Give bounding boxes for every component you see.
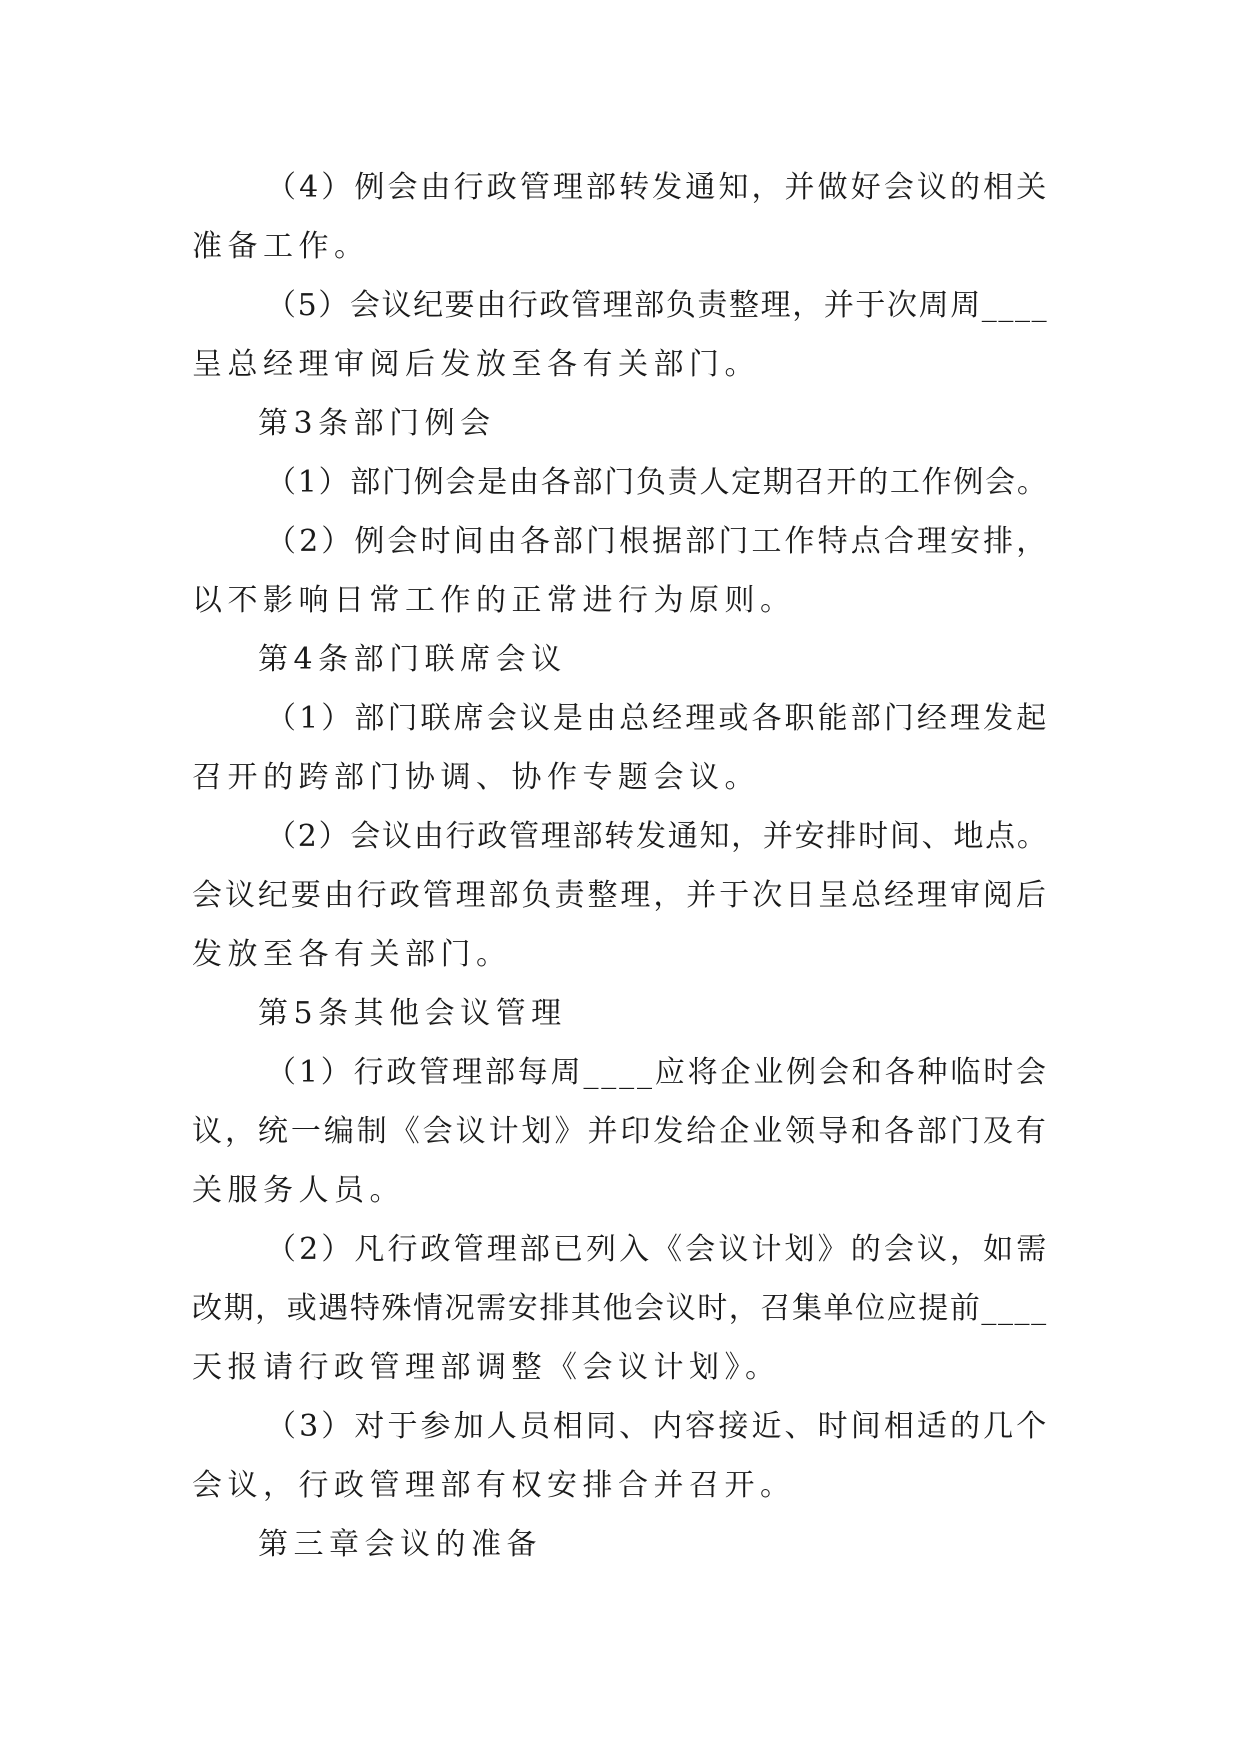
paragraph-line: （1）行政管理部每周____应将企业例会和各种临时会 [266, 1055, 1049, 1090]
chapter-heading: 第三章会议的准备 [258, 1527, 542, 1562]
paragraph-line: 会议纪要由行政管理部负责整理，并于次日呈总经理审阅后 [192, 878, 1049, 913]
paragraph-line: 召开的跨部门协调、协作专题会议。 [192, 760, 760, 795]
paragraph-line: 准备工作。 [192, 229, 370, 264]
paragraph-line: 呈总经理审阅后发放至各有关部门。 [192, 347, 760, 382]
article-heading: 第3条部门例会 [258, 406, 496, 441]
paragraph-line: 议，统一编制《会议计划》并印发给企业领导和各部门及有 [192, 1114, 1049, 1149]
paragraph-line: （3）对于参加人员相同、内容接近、时间相适的几个 [266, 1409, 1050, 1444]
paragraph-line: （2）例会时间由各部门根据部门工作特点合理安排， [266, 524, 1050, 559]
paragraph-line: 关服务人员。 [192, 1173, 405, 1208]
paragraph-line: 天报请行政管理部调整《会议计划》。 [192, 1350, 781, 1385]
paragraph-line: （1）部门联席会议是由总经理或各职能部门经理发起 [266, 701, 1050, 736]
paragraph-line: 改期，或遇特殊情况需安排其他会议时，召集单位应提前____ [192, 1291, 1048, 1326]
document-body [192, 158, 1054, 1574]
paragraph-line: （2）会议由行政管理部转发通知，并安排时间、地点。 [266, 819, 1049, 854]
paragraph-line: （2）凡行政管理部已列入《会议计划》的会议，如需 [266, 1232, 1050, 1267]
paragraph-line: （4）例会由行政管理部转发通知，并做好会议的相关 [266, 170, 1050, 205]
paragraph-line: 会议，行政管理部有权安排合并召开。 [192, 1468, 796, 1503]
paragraph-line: 发放至各有关部门。 [192, 937, 512, 972]
paragraph-line: 以不影响日常工作的正常进行为原则。 [192, 583, 796, 618]
paragraph-line: （1）部门例会是由各部门负责人定期召开的工作例会。 [266, 465, 1049, 500]
article-heading: 第5条其他会议管理 [258, 996, 567, 1031]
paragraph-line: （5）会议纪要由行政管理部负责整理，并于次周周____ [266, 288, 1049, 323]
article-heading: 第4条部门联席会议 [258, 642, 567, 677]
